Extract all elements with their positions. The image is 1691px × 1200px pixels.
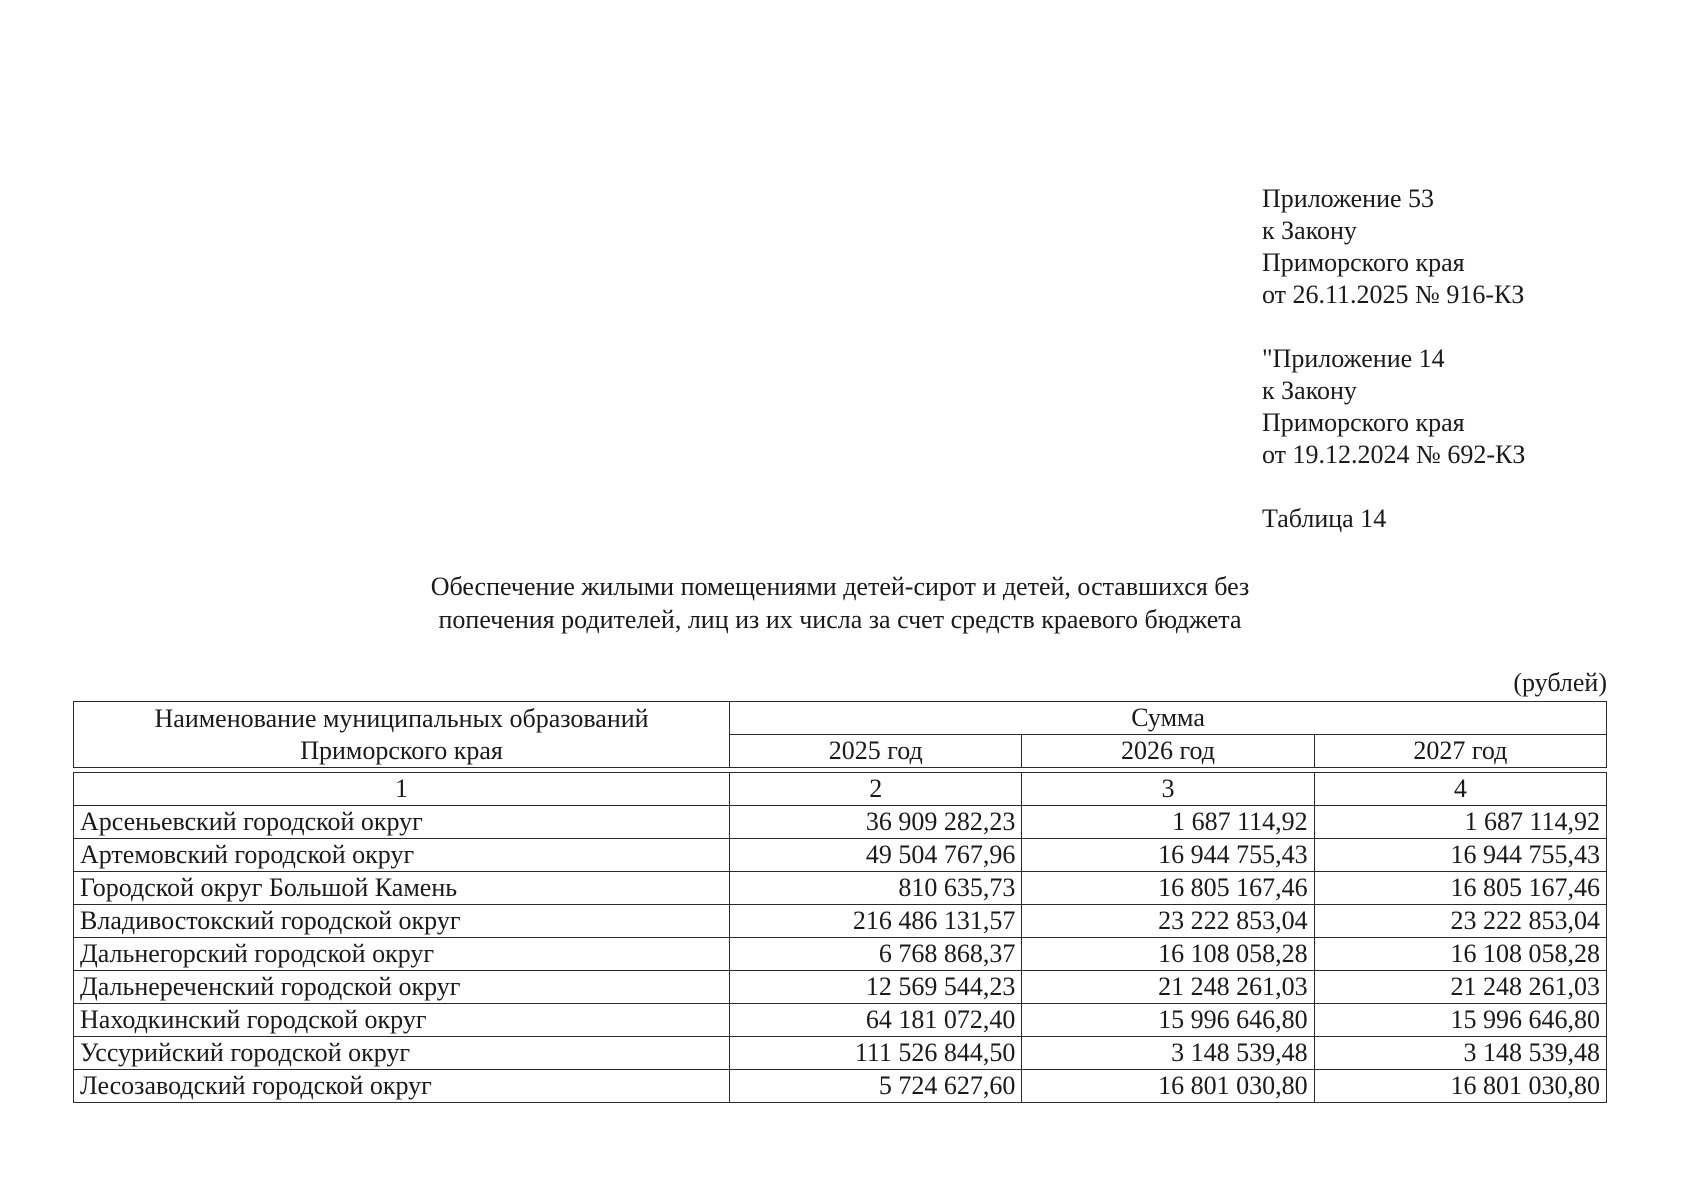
appendix-prev-line: "Приложение 14 xyxy=(1262,344,1445,373)
table-row xyxy=(74,1070,1607,1103)
appendix-line: к Закону xyxy=(1262,216,1357,245)
column-number: 3 xyxy=(1022,773,1314,806)
spacer xyxy=(1262,471,1525,503)
title-line: Обеспечение жилыми помещениями детей-сирот и детей, оставшихся без xyxy=(430,572,1250,601)
value-2027: 21 248 261,03 xyxy=(1314,971,1606,1004)
municipality-name: Находкинский городской округ xyxy=(74,1004,730,1037)
value-2025: 6 768 868,37 xyxy=(730,938,1022,971)
table-row xyxy=(74,1004,1607,1037)
value-2026: 15 996 646,80 xyxy=(1022,1004,1314,1037)
value-2026: 21 248 261,03 xyxy=(1022,971,1314,1004)
header-row xyxy=(74,702,1607,735)
value-2026: 23 222 853,04 xyxy=(1022,905,1314,938)
value-2025: 36 909 282,23 xyxy=(730,806,1022,839)
column-number: 1 xyxy=(74,773,730,806)
value-2026: 16 108 058,28 xyxy=(1022,938,1314,971)
value-2027: 3 148 539,48 xyxy=(1314,1037,1606,1070)
name-header-line: Приморского края xyxy=(300,735,503,765)
table-row xyxy=(74,872,1607,905)
column-number-row xyxy=(74,773,1607,806)
name-header-line: Наименование муниципальных образований xyxy=(154,703,649,733)
municipality-name: Дальнереченский городской округ xyxy=(74,971,730,1004)
value-2026: 16 805 167,46 xyxy=(1022,872,1314,905)
appendix-line: от 26.11.2025 № 916-КЗ xyxy=(1262,280,1525,309)
municipality-name: Лесозаводский городской округ xyxy=(74,1070,730,1103)
table-row xyxy=(74,1037,1607,1070)
appendix-header xyxy=(1262,183,1525,535)
year-header-2025: 2025 год xyxy=(730,735,1022,768)
appendix-prev-line: Приморского края xyxy=(1262,408,1465,437)
year-header-2027: 2027 год xyxy=(1314,735,1606,768)
value-2027: 16 944 755,43 xyxy=(1314,839,1606,872)
value-2026: 3 148 539,48 xyxy=(1022,1037,1314,1070)
value-2025: 49 504 767,96 xyxy=(730,839,1022,872)
table-row xyxy=(74,938,1607,971)
value-2027: 23 222 853,04 xyxy=(1314,905,1606,938)
value-2025: 810 635,73 xyxy=(730,872,1022,905)
value-2025: 64 181 072,40 xyxy=(730,1004,1022,1037)
value-2025: 111 526 844,50 xyxy=(730,1037,1022,1070)
title-line: попечения родителей, лиц из их числа за счет средств краевого бюджета xyxy=(438,605,1242,634)
value-2027: 15 996 646,80 xyxy=(1314,1004,1606,1037)
value-2027: 1 687 114,92 xyxy=(1314,806,1606,839)
document-title xyxy=(380,570,1300,636)
municipality-name: Владивостокский городской округ xyxy=(74,905,730,938)
value-2026: 1 687 114,92 xyxy=(1022,806,1314,839)
value-2027: 16 805 167,46 xyxy=(1314,872,1606,905)
municipality-name: Арсеньевский городской округ xyxy=(74,806,730,839)
municipality-name: Дальнегорский городской округ xyxy=(74,938,730,971)
name-column-header xyxy=(74,702,730,768)
municipality-name: Артемовский городской округ xyxy=(74,839,730,872)
municipality-name: Городской округ Большой Камень xyxy=(74,872,730,905)
value-2026: 16 944 755,43 xyxy=(1022,839,1314,872)
appendix-line: Приложение 53 xyxy=(1262,184,1435,213)
sum-header: Сумма xyxy=(730,702,1607,735)
value-2025: 5 724 627,60 xyxy=(730,1070,1022,1103)
appendix-prev-line: к Закону xyxy=(1262,376,1357,405)
table-row xyxy=(74,806,1607,839)
data-table xyxy=(73,701,1607,1103)
value-2027: 16 801 030,80 xyxy=(1314,1070,1606,1103)
unit-label: (рублей) xyxy=(1513,668,1607,697)
column-number: 2 xyxy=(730,773,1022,806)
appendix-prev-line: от 19.12.2024 № 692-КЗ xyxy=(1262,440,1526,469)
municipality-name: Уссурийский городской округ xyxy=(74,1037,730,1070)
value-2025: 12 569 544,23 xyxy=(730,971,1022,1004)
table-row xyxy=(74,839,1607,872)
value-2026: 16 801 030,80 xyxy=(1022,1070,1314,1103)
table-row xyxy=(74,905,1607,938)
spacer xyxy=(1262,311,1525,343)
table-label: Таблица 14 xyxy=(1262,504,1387,533)
value-2027: 16 108 058,28 xyxy=(1314,938,1606,971)
value-2025: 216 486 131,57 xyxy=(730,905,1022,938)
year-header-2026: 2026 год xyxy=(1022,735,1314,768)
appendix-line: Приморского края xyxy=(1262,248,1465,277)
column-number: 4 xyxy=(1314,773,1606,806)
table-row xyxy=(74,971,1607,1004)
